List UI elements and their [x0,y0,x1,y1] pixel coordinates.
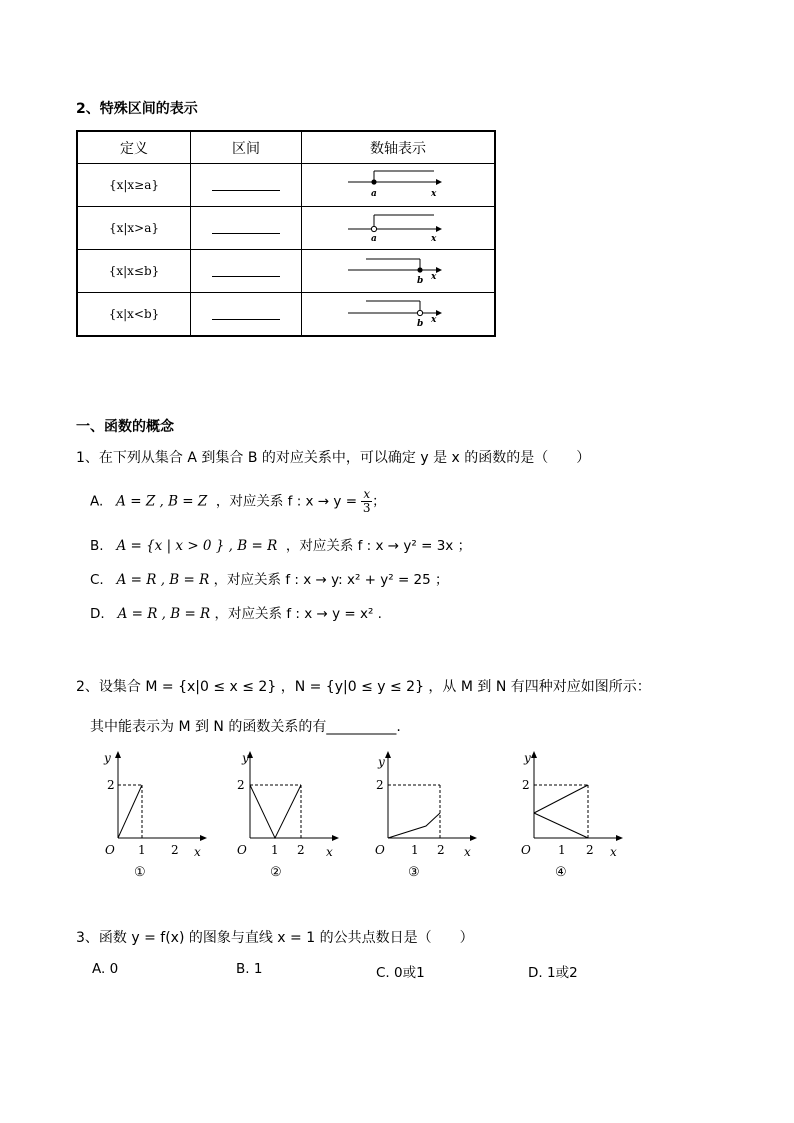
x-axis-label: x [464,845,471,859]
graph-label: ④ [555,865,567,880]
set-definition: {x|x≥a} [77,164,191,207]
option-relation: ，对应关系 f : x → y: x² + y² = 25 ； [213,572,449,588]
y-tick: 2 [522,778,530,792]
interval-blank[interactable] [191,207,302,250]
x-tick: 2 [171,843,179,857]
graph-label: ③ [408,865,420,880]
x-tick: 2 [297,843,305,857]
x-tick: 1 [271,843,279,857]
set-definition: {x|x>a} [77,207,191,250]
graph-4 [512,746,632,880]
x-tick: 1 [138,843,146,857]
question-2-sub: 其中能表示为 M 到 N 的函数关系的有__________. [90,719,401,735]
number-line-cell [302,164,496,207]
point-label: b [417,276,424,286]
graph-3 [366,746,486,880]
option-relation: ，对应关系 f : x → y² = 3x ； [285,538,472,554]
x-axis-label: x [610,845,617,859]
question-3-option-c[interactable]: C. 0或1 [376,965,425,981]
option-sets: A = R , B = R [117,606,211,622]
axis-label: x [431,315,437,325]
question-1-option-d[interactable] [90,602,382,622]
graph-2 [228,746,348,880]
option-label: B. [90,538,104,554]
fraction-x-over-3: $\frac{x}{3}$ [362,487,371,515]
interval-blank[interactable] [191,293,302,337]
table-header-definition: 定义 [77,131,191,164]
x-tick: 2 [586,843,594,857]
point-label: b [417,319,424,329]
table-row [77,164,495,207]
axis-label: x [431,272,437,282]
number-line-cell [302,293,496,337]
question-3-stem: 3、函数 y = f(x) 的图象与直线 x = 1 的公共点数日是（ ） [76,930,474,946]
number-line-cell [302,207,496,250]
x-tick: 1 [411,843,419,857]
option-label: A. [90,493,104,510]
number-line-lt-b [338,294,458,330]
section-title-function-concept: 一、函数的概念 [76,419,174,435]
y-axis-label: y [378,755,385,769]
option-sets: A = Z , B = Z [116,493,208,510]
set-definition: {x|x<b} [77,293,191,337]
number-line-ge-a [338,165,458,201]
y-tick: 2 [376,778,384,792]
number-line-le-b [338,251,458,287]
axis-label: x [431,234,437,244]
table-row [77,293,495,337]
option-label: D. [90,606,105,622]
axis-label: x [431,189,437,199]
number-line-gt-a [338,208,458,244]
x-tick: 2 [437,843,445,857]
question-3-option-a[interactable]: A. 0 [92,961,119,977]
option-relation: ，对应关系 f : x → y = x² . [214,606,382,622]
question-3-option-d[interactable]: D. 1或2 [528,965,578,981]
point-label: a [371,234,377,244]
special-intervals-table [76,130,496,337]
table-header-interval: 区间 [191,131,302,164]
question-1-option-c[interactable] [90,568,449,588]
question-3-option-b[interactable]: B. 1 [236,961,263,977]
question-1-option-b[interactable] [90,534,471,554]
x-tick: 1 [558,843,566,857]
table-row [77,207,495,250]
question-1-option-a[interactable]: A. A = Z , B = Z ，对应关系 f : x → y = $\frac{x}{3}$ ； [90,487,386,515]
question-1-stem: 1、在下列从集合 A 到集合 B 的对应关系中，可以确定 y 是 x 的函数的是（ ） [76,450,591,466]
y-axis-label: y [524,751,531,765]
y-tick: 2 [237,778,245,792]
interval-blank[interactable] [191,164,302,207]
point-label: a [371,189,377,199]
number-line-cell [302,250,496,293]
x-axis-label: x [194,845,201,859]
graph-1 [96,746,216,880]
set-definition: {x|x≤b} [77,250,191,293]
table-row [77,250,495,293]
table-header-number-line: 数轴表示 [302,131,496,164]
graph-label: ② [270,865,282,880]
y-axis-label: y [104,751,111,765]
option-sets: A = {x | x > 0 } , B = R [116,538,278,554]
origin-label: O [521,843,531,857]
option-relation: ，对应关系 f : x → y = [215,493,358,510]
graph-label: ① [134,865,146,880]
x-axis-label: x [326,845,333,859]
y-axis-label: y [242,751,249,765]
y-tick: 2 [107,778,115,792]
interval-blank[interactable] [191,250,302,293]
option-sets: A = R , B = R [116,572,210,588]
question-2-stem: 2、设集合 M = {x|0 ≤ x ≤ 2} ，N = {y|0 ≤ y ≤ 2} ，从 M 到 N 有四种对应如图所示： [76,679,651,695]
section-title-special-intervals: 2、特殊区间的表示 [76,101,198,117]
option-label: C. [90,572,104,588]
origin-label: O [375,843,385,857]
origin-label: O [105,843,115,857]
origin-label: O [237,843,247,857]
